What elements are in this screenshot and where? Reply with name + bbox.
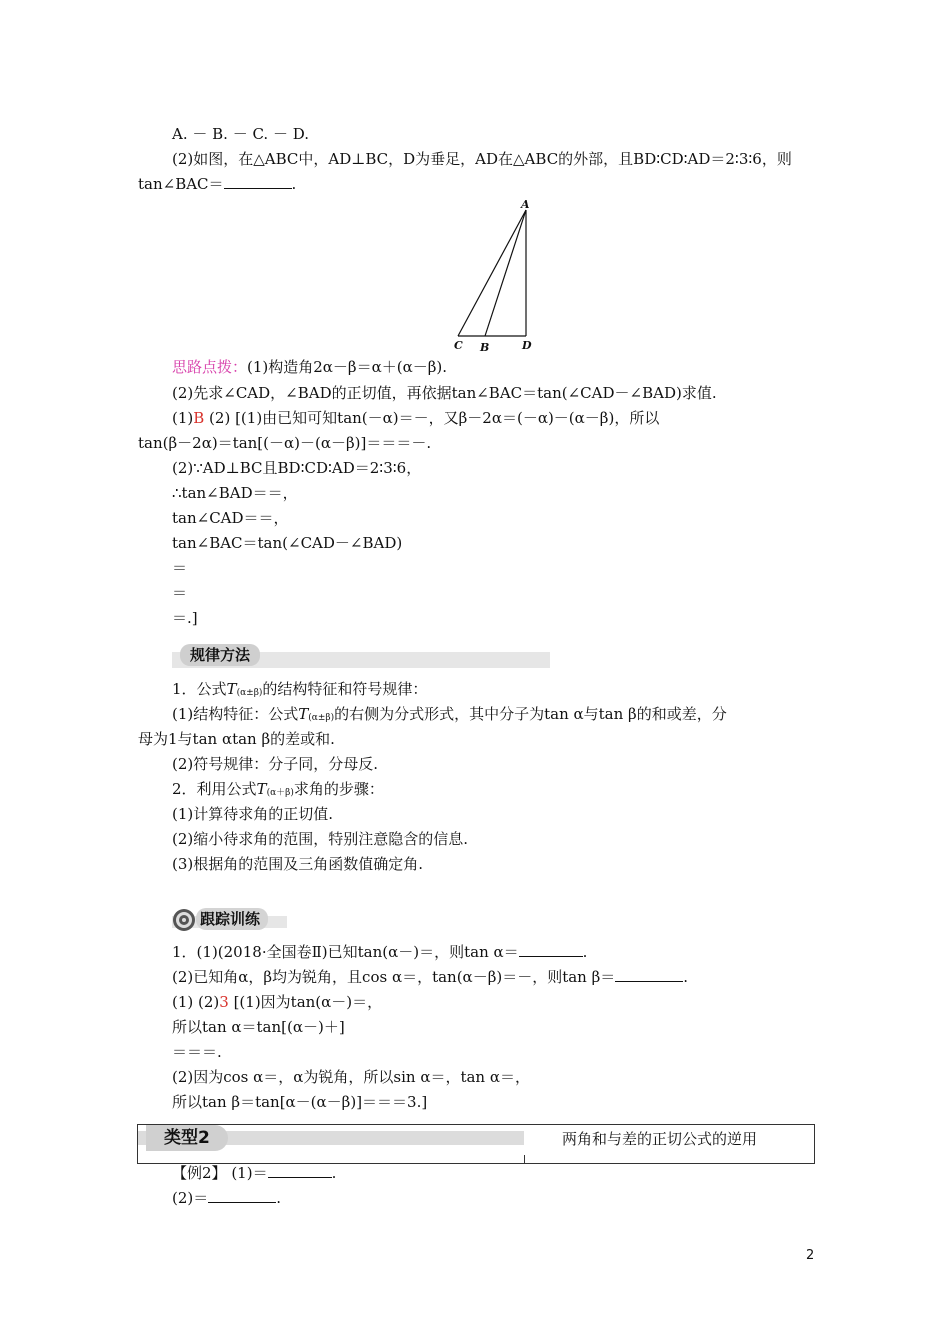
method-2a: (1)计算待求角的正切值. [172,805,334,823]
method-1: 1．公式T(α±β)的结构特征和符号规律： [172,680,428,698]
practice-1: 1．(1)(2018·全国卷Ⅱ)已知tan(α－)＝，则tan α＝ . [172,943,588,961]
question-2-text: (2)如图，在△ABC中，AD⊥BC，D为垂足，AD在△ABC的外部，且BD∶CD∶AD＝2∶3∶6，则 [172,150,792,168]
page-number: 2 [806,1248,815,1263]
example-2-q1: 【例2】 (1)＝ . [172,1164,337,1182]
solution-2-b: ∴tan∠BAD＝＝， [172,484,298,502]
answer-options: A. － B. － C. － D. [172,125,309,143]
question-2-ask: tan∠BAC＝ . [138,175,297,193]
method-2: 2．利用公式T(α＋β)求角的步骤： [172,780,384,798]
answer-blank[interactable] [268,1163,332,1178]
solution-2-g: ＝.] [172,609,198,627]
type2-header-box [137,1124,815,1164]
practice-solution-1: (1) (2)3 [(1)因为tan(α－)＝， [172,993,383,1011]
answer-3: 3 [219,993,229,1011]
hint-label: 思路点拨： [172,358,248,376]
type2-title: 两角和与差的正切公式的逆用 [562,1130,758,1148]
label-c: C [454,339,463,352]
answer-blank[interactable] [224,174,292,189]
solution-1: (1)B (2) [(1)由已知可知tan(－α)＝－，又β－2α＝(－α)－(α－β)，所以 [172,409,660,427]
target-icon [172,908,196,932]
solution-2-c: tan∠CAD＝＝， [172,509,289,527]
side-ab [485,210,526,336]
solution-2-a: (2)∵AD⊥BC且BD∶CD∶AD＝2∶3∶6， [172,459,422,477]
solution-1-cont: tan(β－2α)＝tan[(－α)－(α－β)]＝＝＝－. [138,434,432,452]
method-2b: (2)缩小待求角的范围，特别注意隐含的信息. [172,830,469,848]
solution-2-d: tan∠BAC＝tan(∠CAD－∠BAD) [172,534,403,552]
label-d: D [522,339,532,352]
practice-solution-4: (2)因为cos α＝，α为锐角，所以sin α＝，tan α＝， [172,1068,530,1086]
method-1b: (2)符号规律：分子同，分母反. [172,755,379,773]
label-b: B [480,341,490,354]
answer-blank[interactable] [208,1188,276,1203]
answer-b: B [193,409,205,427]
hint-line-2: (2)先求∠CAD，∠BAD的正切值，再依据tan∠BAC＝tan(∠CAD－∠BAD)求值. [172,384,717,402]
method-1a-cont: 母为1与tan αtan β的差或和. [138,730,335,748]
triangle-figure [448,196,538,356]
solution-2-f: ＝ [172,584,188,602]
example-2-q2: (2)＝ . [172,1189,282,1207]
method-tag: 规律方法 [180,644,260,666]
method-1a: (1)结构特征：公式T(α±β)的右侧为分式形式，其中分子为tan α与tan β的和或差，分 [172,705,727,723]
practice-solution-5: 所以tan β＝tan[α－(α－β)]＝＝＝3.] [172,1093,428,1111]
type2-tag: 类型2 [146,1125,228,1151]
side-ac [458,210,526,336]
practice-solution-3: ＝＝＝. [172,1043,222,1061]
label-a: A [521,198,530,211]
solution-2-e: ＝ [172,559,188,577]
practice-tag: 跟踪训练 [196,908,268,930]
answer-blank[interactable] [615,967,683,982]
type2-separator [524,1155,525,1163]
practice-solution-2: 所以tan α＝tan[(α－)＋] [172,1018,345,1036]
answer-blank[interactable] [519,942,583,957]
method-2c: (3)根据角的范围及三角函数值确定角. [172,855,424,873]
hint-line: 思路点拨：(1)构造角2α－β＝α＋(α－β). [172,358,448,376]
practice-2: (2)已知角α，β均为锐角，且cos α＝，tan(α－β)＝－，则tan β＝ . [172,968,689,986]
